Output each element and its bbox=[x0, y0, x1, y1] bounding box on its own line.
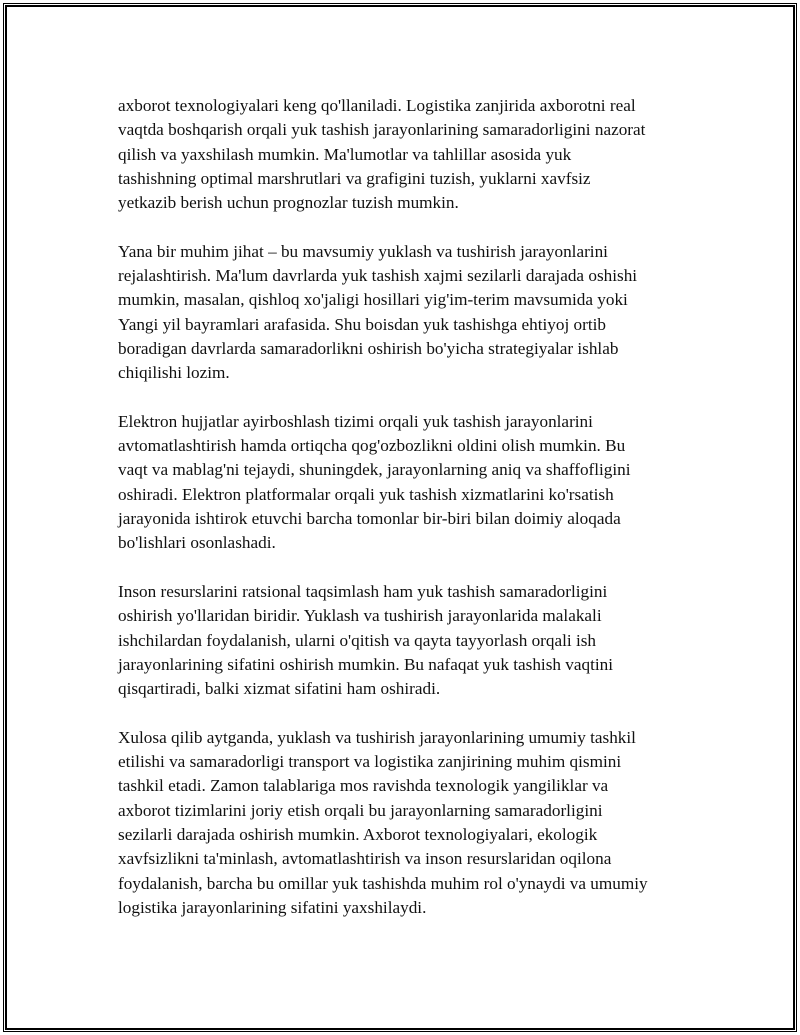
paragraph-3: Elektron hujjatlar ayirboshlash tizimi orqali yuk tashish jarayonlarini avtomatlashtirish hamda ortiqcha qog'ozbozlikni oldini olish mumkin. Bu vaqt va mablag'ni tejaydi, shuningdek, jarayonlarning aniq va shaffofligini oshiradi. Elektron platformalar orqali yuk tashish xizmatlarini ko'rsatish jarayonida ishtirok etuvchi barcha tomonlar bir-biri bilan doimiy aloqada bo'lishlari osonlashadi. bbox=[118, 411, 631, 553]
paragraph-5: Xulosa qilib aytganda, yuklash va tushirish jarayonlarining umumiy tashkil etilishi va samaradorligi transport va logistika zanjirining muhim qismini tashkil etadi. Zamon talablariga mos ravishda texnologik yangiliklar va axborot tizimlarini joriy etish orqali bu jarayonlarning samaradorligini sezilarli darajada oshirish mumkin. Axborot texnologiyalari, ekologik xavfsizlikni ta'minlash, avtomatlashtirish va inson resurslaridan oqilona foydalanish, barcha bu omillar yuk tashishda muhim rol o'ynaydi va umumiy logistika jarayonlarining sifatini yaxshilaydi. bbox=[118, 727, 648, 917]
paragraph-4: Inson resurslarini ratsional taqsimlash ham yuk tashish samaradorligini oshirish yo'llaridan biridir. Yuklash va tushirish jarayonlarida malakali ishchilardan foydalanish, ularni o'qitish va qayta tayyorlash orqali ish jarayonlarining sifatini oshirish mumkin. Bu nafaqat yuk tashish vaqtini qisqartiradi, balki xizmat sifatini ham oshiradi. bbox=[118, 581, 614, 699]
paragraph-1: axborot texnologiyalari keng qo'llaniladi. Logistika zanjirida axborotni real vaqtda boshqarish orqali yuk tashish jarayonlarining samaradorligini nazorat qilish va yaxshilash mumkin. Ma'lumotlar va tahlillar asosida yuk tashishning optimal marshrutlari va grafigini tuzish, yuklarni xavfsiz yetkazib berish uchun prognozlar tuzish mumkin. bbox=[118, 96, 646, 213]
document-body bbox=[118, 94, 698, 944]
paragraph-2: Yana bir muhim jihat – bu mavsumiy yuklash va tushirish jarayonlarini rejalashtirish. Ma'lum davrlarda yuk tashish xajmi sezilarli darajada oshishi mumkin, masalan, qishloq xo'jaligi hosillari yig'im-terim mavsumida yoki Yangi yil bayramlari arafasida. Shu boisdan yuk tashishga ehtiyoj ortib boradigan davrlarda samaradorlikni oshirish bo'yicha strategiyalar ishlab chiqilishi lozim. bbox=[118, 241, 638, 383]
